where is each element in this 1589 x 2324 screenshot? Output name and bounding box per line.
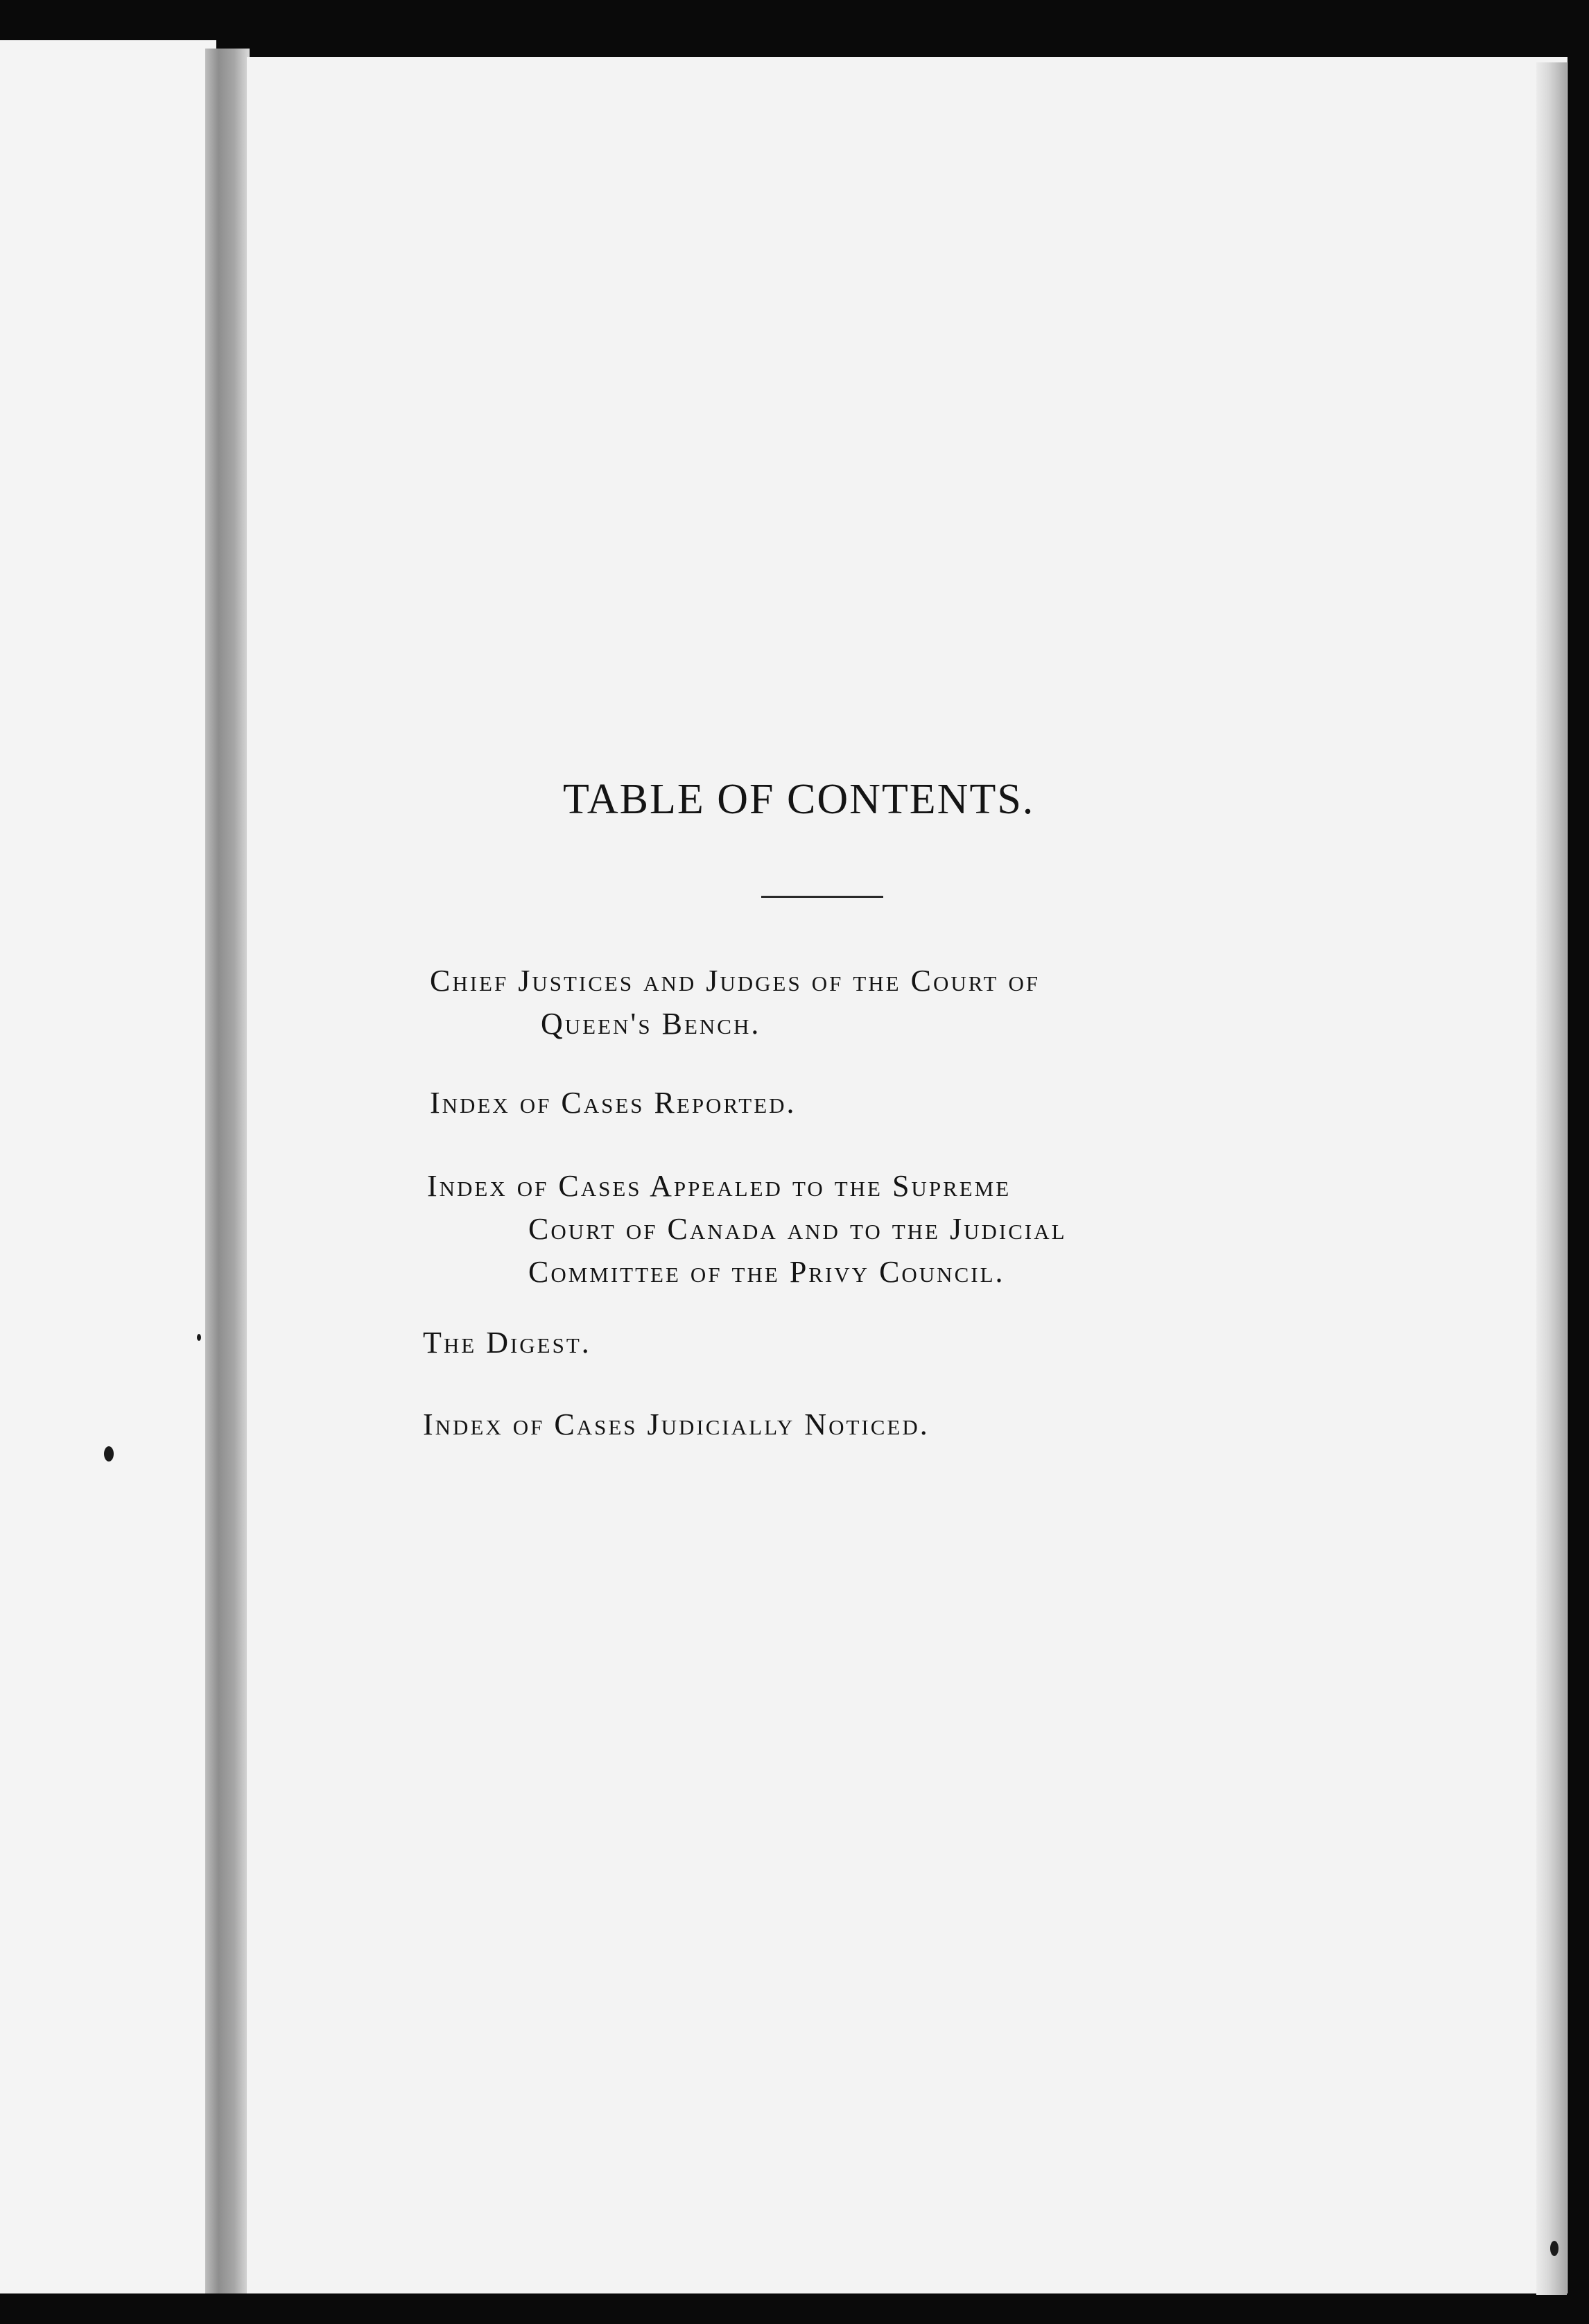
entry-line-continued: Committee of the Privy Council. [528, 1255, 1005, 1289]
contents-entry-judges [430, 960, 1040, 1046]
contents-entry-digest [423, 1321, 591, 1364]
entry-line: Index of Cases Appealed to the Supreme [427, 1169, 1011, 1203]
contents-entry-cases-appealed [427, 1165, 1067, 1294]
ink-speck [1550, 2241, 1558, 2256]
page-title: TABLE OF CONTENTS. [563, 776, 1035, 823]
entry-line-continued: Queen's Bench. [541, 1007, 761, 1041]
entry-line: Index of Cases Reported. [430, 1086, 797, 1120]
title-rule [761, 896, 883, 898]
entry-line: Index of Cases Judicially Noticed. [423, 1407, 930, 1441]
entry-line-continued: Court of Canada and to the Judicial [528, 1212, 1067, 1246]
contents-entry-cases-reported [430, 1082, 797, 1125]
ink-speck [104, 1446, 114, 1462]
contents-entry-cases-noticed [423, 1403, 930, 1446]
entry-line: The Digest. [423, 1326, 591, 1360]
entry-line: Chief Justices and Judges of the Court of [430, 964, 1041, 998]
ink-speck [197, 1334, 201, 1341]
